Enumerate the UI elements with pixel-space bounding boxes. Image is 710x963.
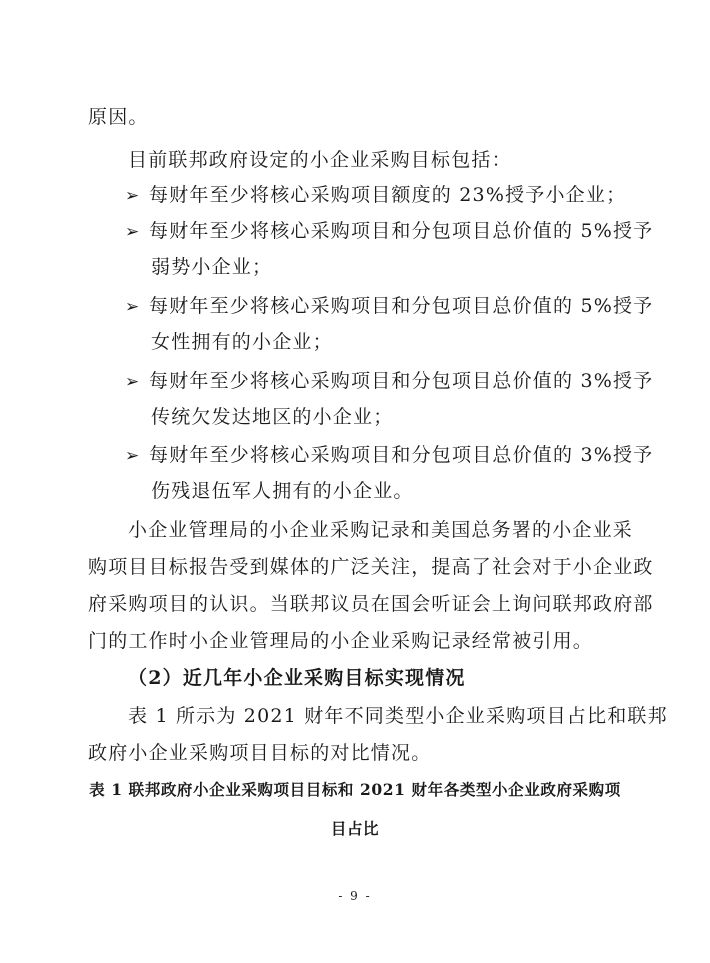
bullet-text: 每财年至少将核心采购项目和分包项目总价值的 5%授予 — [149, 220, 654, 242]
bullet-item — [125, 369, 654, 394]
paragraph-line: 政府小企业采购项目目标的对比情况。 — [88, 742, 432, 764]
paragraph-line: 购项目目标报告受到媒体的广泛关注，提高了社会对于小企业政 — [88, 556, 654, 578]
bullet-continuation: 弱势小企业； — [151, 256, 273, 278]
arrow-bullet-icon: ➢ — [125, 372, 141, 392]
bullet-text: 每财年至少将核心采购项目额度的 23%授予小企业； — [149, 184, 627, 206]
bullet-text: 每财年至少将核心采购项目和分包项目总价值的 3%授予 — [149, 370, 654, 392]
paragraph-line: 表 1 所示为 2021 财年不同类型小企业采购项目占比和联邦 — [128, 705, 668, 727]
paragraph-line: 门的工作时小企业管理局的小企业采购记录经常被引用。 — [88, 630, 594, 652]
arrow-bullet-icon: ➢ — [125, 446, 141, 466]
bullet-item — [125, 183, 635, 208]
paragraph-line: 府采购项目的认识。当联邦议员在国会听证会上询问联邦政府部 — [88, 593, 654, 615]
paragraph-line: 小企业管理局的小企业采购记录和美国总务署的小企业采 — [128, 519, 634, 541]
arrow-bullet-icon: ➢ — [125, 297, 141, 317]
bullet-continuation: 女性拥有的小企业； — [151, 331, 333, 353]
bullet-item — [125, 443, 654, 468]
table-caption: 表 1 联邦政府小企业采购项目目标和 2021 财年各类型小企业政府采购项 — [89, 780, 621, 799]
arrow-bullet-icon: ➢ — [125, 186, 141, 206]
bullet-continuation: 传统欠发达地区的小企业； — [151, 406, 394, 428]
bullet-item — [125, 294, 654, 319]
page-number: - 9 - — [338, 889, 372, 903]
paragraph-line: 原因。 — [88, 106, 149, 128]
bullet-item — [125, 219, 654, 244]
bullet-text: 每财年至少将核心采购项目和分包项目总价值的 5%授予 — [149, 295, 654, 317]
bullet-text: 每财年至少将核心采购项目和分包项目总价值的 3%授予 — [149, 444, 654, 466]
arrow-bullet-icon: ➢ — [125, 222, 141, 242]
paragraph-line: 目前联邦政府设定的小企业采购目标包括： — [128, 149, 512, 171]
section-heading: （2）近几年小企业采购目标实现情况 — [128, 667, 466, 689]
table-caption-cont: 目占比 — [330, 819, 380, 838]
bullet-continuation: 伤残退伍军人拥有的小企业。 — [151, 480, 414, 502]
